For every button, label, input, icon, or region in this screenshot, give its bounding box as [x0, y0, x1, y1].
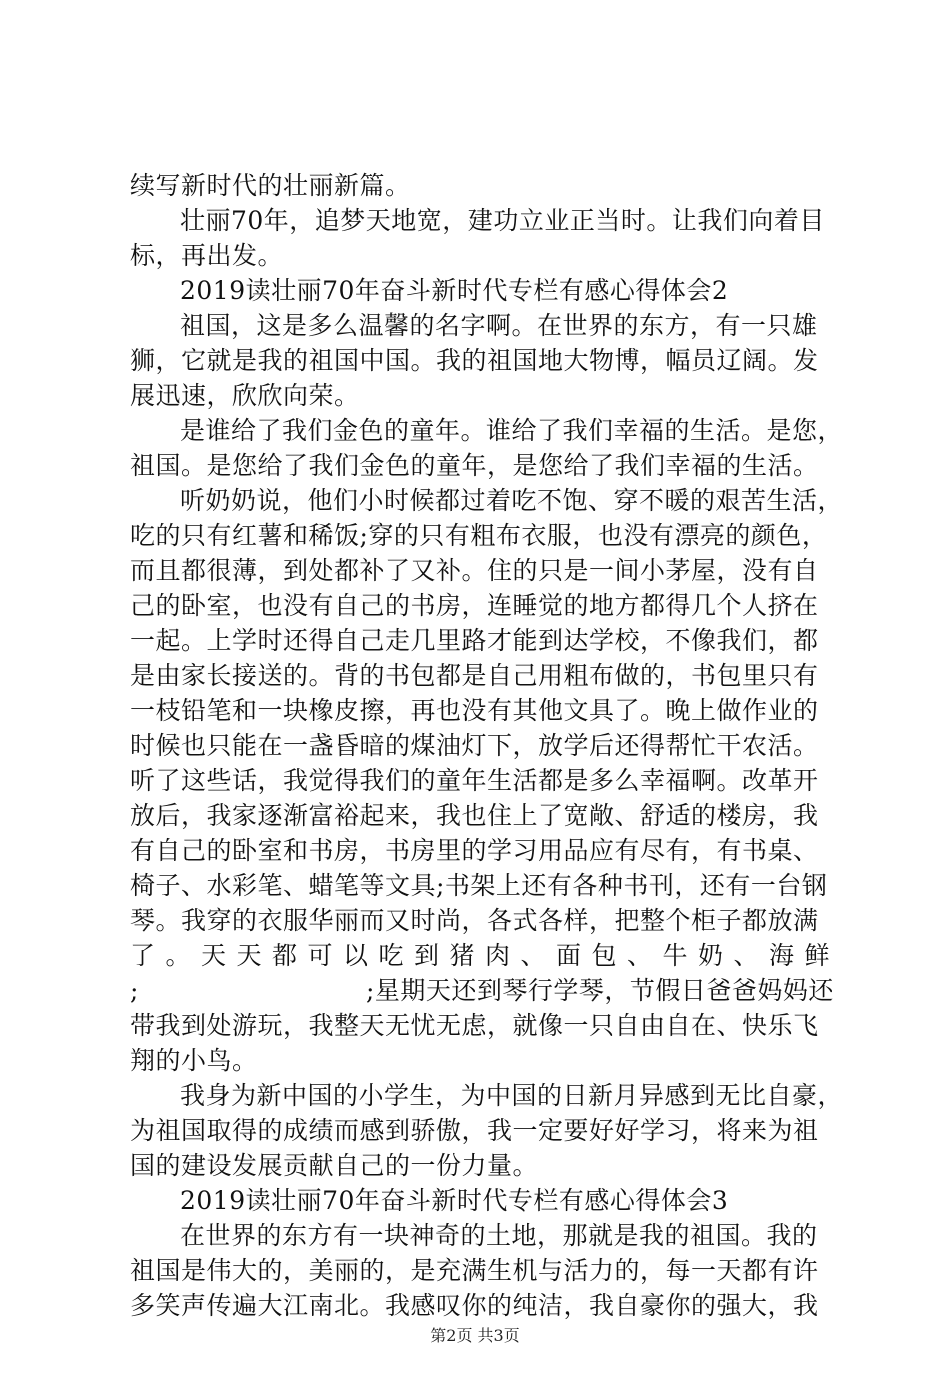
text-line: 翔的小鸟。 [130, 1046, 258, 1075]
text-line: 而且都很薄，到处都补了又补。住的只是一间小茅屋，没有自 [130, 556, 819, 585]
text-line: 琴。我穿的衣服华丽而又时尚，各式各样，把整个柜子都放满 [130, 906, 819, 935]
text-line: ;星期天还到琴行学琴，节假日爸爸妈妈还 [366, 976, 834, 1005]
section-heading: 2019读壮丽70年奋斗新时代专栏有感心得体会3 [180, 1186, 729, 1215]
text-line: 吃的只有红薯和稀饭;穿的只有粗布衣服，也没有漂亮的颜色， [130, 521, 828, 550]
text-line: 祖国，这是多么温馨的名字啊。在世界的东方，有一只雄 [180, 311, 818, 340]
text-line: 祖国是伟大的，美丽的，是充满生机与活力的，每一天都有许 [130, 1256, 819, 1285]
text-line: 标，再出发。 [130, 241, 284, 270]
text-line: 一起。上学时还得自己走几里路才能到达学校，不像我们，都 [130, 626, 819, 655]
text-line: 国的建设发展贡献自己的一份力量。 [130, 1151, 539, 1180]
text-line: 展迅速，欣欣向荣。 [130, 381, 360, 410]
text-line: 续写新时代的壮丽新篇。 [130, 171, 411, 200]
text-line: 带我到处游玩，我整天无忧无虑，就像一只自由自在、快乐飞 [130, 1011, 819, 1040]
text-line: 了。天天都可以吃到猪肉、面包、牛奶、海鲜 [130, 941, 830, 970]
text-line: 为祖国取得的成绩而感到骄傲，我一定要好好学习，将来为祖 [130, 1116, 819, 1145]
text-line: 听奶奶说，他们小时候都过着吃不饱、穿不暖的艰苦生活， [180, 486, 844, 515]
text-line: 祖国。是您给了我们金色的童年，是您给了我们幸福的生活。 [130, 451, 819, 480]
page-number-footer: 第2页 共3页 [430, 1326, 520, 1345]
text-line: 在世界的东方有一块神奇的土地，那就是我的祖国。我的 [180, 1221, 818, 1250]
text-line: 一枝铅笔和一块橡皮擦，再也没有其他文具了。晚上做作业的 [130, 696, 819, 725]
text-line: 我身为新中国的小学生，为中国的日新月异感到无比自豪， [180, 1081, 844, 1110]
section-heading: 2019读壮丽70年奋斗新时代专栏有感心得体会2 [180, 276, 729, 305]
text-line: 壮丽70年，追梦天地宽，建功立业正当时。让我们向着目 [180, 206, 825, 235]
text-line: 听了这些话，我觉得我们的童年生活都是多么幸福啊。改革开 [130, 766, 819, 795]
text-line: 放后，我家逐渐富裕起来，我也住上了宽敞、舒适的楼房，我 [130, 801, 819, 830]
text-line: 己的卧室，也没有自己的书房，连睡觉的地方都得几个人挤在 [130, 591, 819, 620]
text-line: 狮，它就是我的祖国中国。我的祖国地大物博，幅员辽阔。发 [130, 346, 819, 375]
text-line: 椅子、水彩笔、蜡笔等文具;书架上还有各种书刊，还有一台钢 [130, 871, 828, 900]
text-line: ; [130, 976, 139, 1005]
text-line: 是由家长接送的。背的书包都是自己用粗布做的，书包里只有 [130, 661, 819, 690]
text-line: 是谁给了我们金色的童年。谁给了我们幸福的生活。是您， [180, 416, 844, 445]
text-line: 时候也只能在一盏昏暗的煤油灯下，放学后还得帮忙干农活。 [130, 731, 819, 760]
text-line: 有自己的卧室和书房，书房里的学习用品应有尽有，有书桌、 [130, 836, 819, 865]
text-line: 多笑声传遍大江南北。我感叹你的纯洁，我自豪你的强大，我 [130, 1291, 819, 1320]
